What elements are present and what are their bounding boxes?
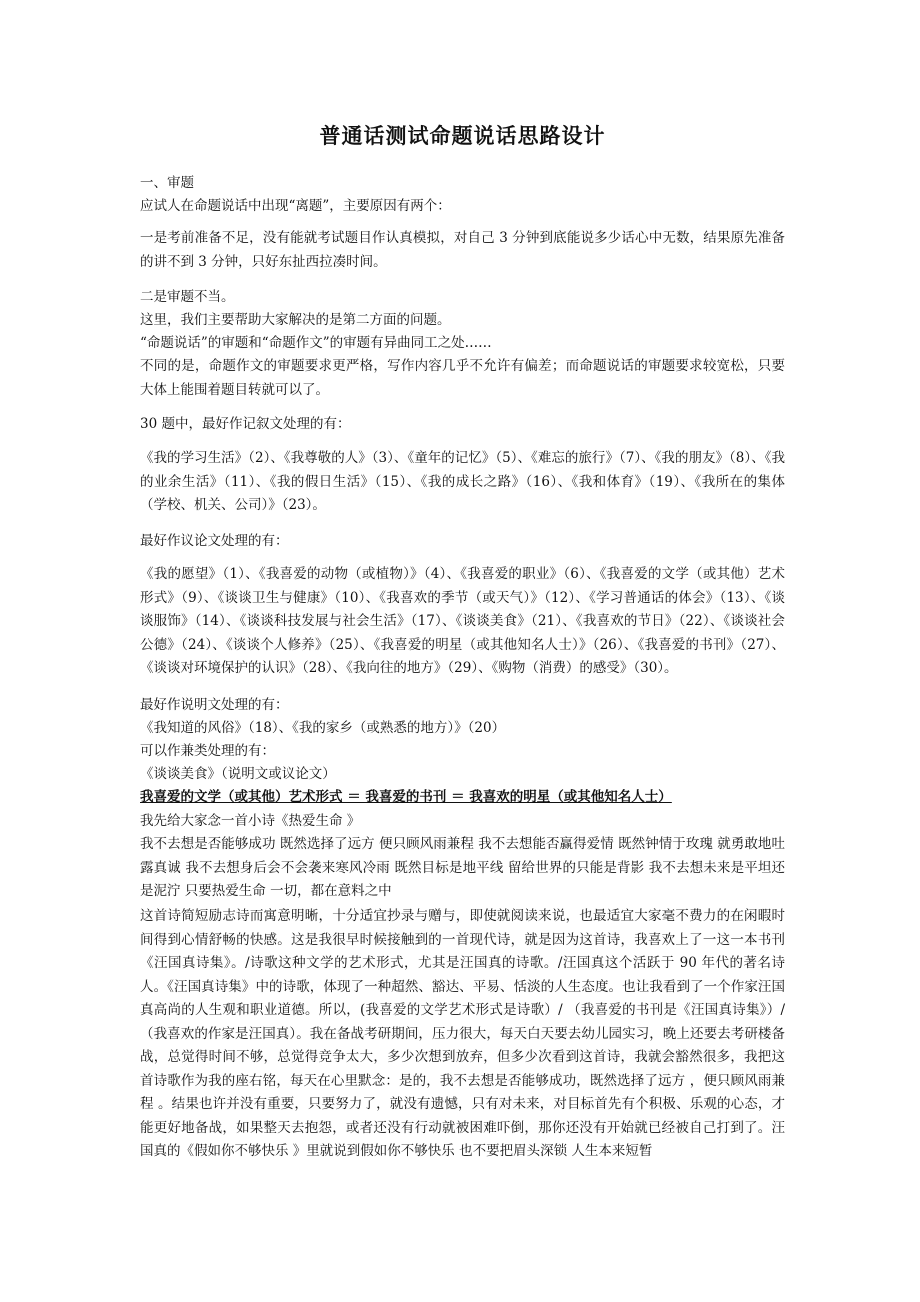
section-heading: 一、审题 xyxy=(140,175,194,191)
paragraph: “命题说话”的审题和“命题作文”的审题有异曲同工之处…… xyxy=(140,335,492,351)
essay-body: 这首诗简短励志诗而寓意明晰，十分适宜抄录与赠与，即使就阅读来说，也最适宜大家毫不费力的在闲暇时间得到心情舒畅的快感。这是我很早时候接触到的一首现代诗，就是因为这首诗，我喜欢上了一这一本书刊《汪国真诗集》。/诗歌这种文学的艺术形式，尤其是汪国真的诗歌。/汪国真这个活跃于 90 年代的著名诗人。《汪国真诗集》中的诗歌，体现了一种超然、豁达、平易、恬淡的人生态度。也让我看到了一个作家汪国真高尚的人生观和职业道德。所以，(我喜爱的文学艺术形式是诗歌）/ （我喜爱的书刊是《汪国真诗集》）/（我喜欢的作家是汪国真）。我在备战考研期间，压力很大，每天白天要去幼儿园实习，晚上还要去考研楼备战，总觉得时间不够，总觉得竞争太大，多少次想到放弃，但多少次看到这首诗，我就会豁然很多，我把这首诗歌作为我的座右铭，每天在心里默念：是的，我不去想是否能够成功，既然选择了远方 ，便只顾风雨兼程 。结果也许并没有重要，只要努力了，就没有遗憾，只有对未来，对目标首先有个积极、乐观的心态，才能更好地备战，如果整天去抱怨，或者还没有行动就被困难吓倒，那你还没有开始就已经被自己打到了。汪国真的《假如你不够快乐 》里就说到假如你不够快乐 也不要把眉头深锁 人生本来短暂 xyxy=(140,908,785,1159)
paragraph: 一是考前准备不足，没有能就考试题目作认真模拟，对自己 3 分钟到底能说多少话心中无数，结果原先准备的讲不到 3 分钟，只好东扯西拉凑时间。 xyxy=(140,230,785,270)
poem-text: 我不去想是否能够成功 既然选择了远方 便只顾风雨兼程 我不去想能否赢得爱情 既然钟情于玫瑰 就勇敢地吐露真诚 我不去想身后会不会袭来寒风冷雨 既然目标是地平线 留给世界的只能是背影 我不去想未来是平坦还是泥泞 只要热爱生命 一切，都在意料之中 xyxy=(140,836,785,899)
paragraph: 这里，我们主要帮助大家解决的是第二方面的问题。 xyxy=(140,312,451,328)
paragraph: 最好作议论文处理的有： xyxy=(140,533,289,549)
paragraph: 应试人在命题说话中出现“离题”，主要原因有两个： xyxy=(140,198,451,214)
topic-equivalence-text: 我喜爱的文学（或其他）艺术形式 ＝ 我喜爱的书刊 ＝ 我喜欢的明星（或其他知名人士） xyxy=(140,789,672,805)
document-title: 普通话测试命题说话思路设计 xyxy=(319,123,606,148)
argumentative-topics: 《我的愿望》（1）、《我喜爱的动物（或植物）》（4）、《我喜爱的职业》（6）、《我喜爱的文学（或其他）艺术形式》（9）、《谈谈卫生与健康》（10）、《我喜欢的季节（或天气）》（12）、《学习普通话的体会》（13）、《谈谈服饰》（14）、《谈谈科技发展与社会生活》（17）、《谈谈美食》（21）、《我喜欢的节日》（22）、《谈谈社会公德》（24）、《谈谈个人修养》（25）、《我喜爱的明星（或其他知名人士）》（26）、《我喜爱的书刊》（27）、《谈谈对环境保护的认识》（28）、《我向往的地方》（29）、《购物（消费）的感受》（30）。 xyxy=(140,566,785,676)
paragraph: 不同的是，命题作文的审题要求更严格，写作内容几乎不允许有偏差；而命题说话的审题要求较宽松，只要大体上能围着题目转就可以了。 xyxy=(140,358,785,398)
paragraph: 二是审题不当。 xyxy=(140,289,235,305)
paragraph: 最好作说明文处理的有： xyxy=(140,697,289,713)
paragraph: 《谈谈美食》（说明文或议论文） xyxy=(140,766,336,782)
paragraph: 30 题中，最好作记叙文处理的有： xyxy=(140,416,351,432)
topic-equivalence-heading xyxy=(140,786,785,810)
paragraph: 可以作兼类处理的有： xyxy=(140,743,275,759)
expository-topics: 《我知道的风俗》（18）、《我的家乡（或熟悉的地方）》（20） xyxy=(140,720,506,736)
narrative-topics: 《我的学习生活》（2）、《我尊敬的人》（3）、《童年的记忆》（5）、《难忘的旅行》（7）、《我的朋友》（8）、《我的业余生活》（11）、《我的假日生活》（15）、《我的成长之路》（16）、《我和体育》（19）、《我所在的集体（学校、机关、公司）》（23）。 xyxy=(140,450,785,513)
paragraph: 我先给大家念一首小诗《热爱生命 》 xyxy=(140,813,361,829)
